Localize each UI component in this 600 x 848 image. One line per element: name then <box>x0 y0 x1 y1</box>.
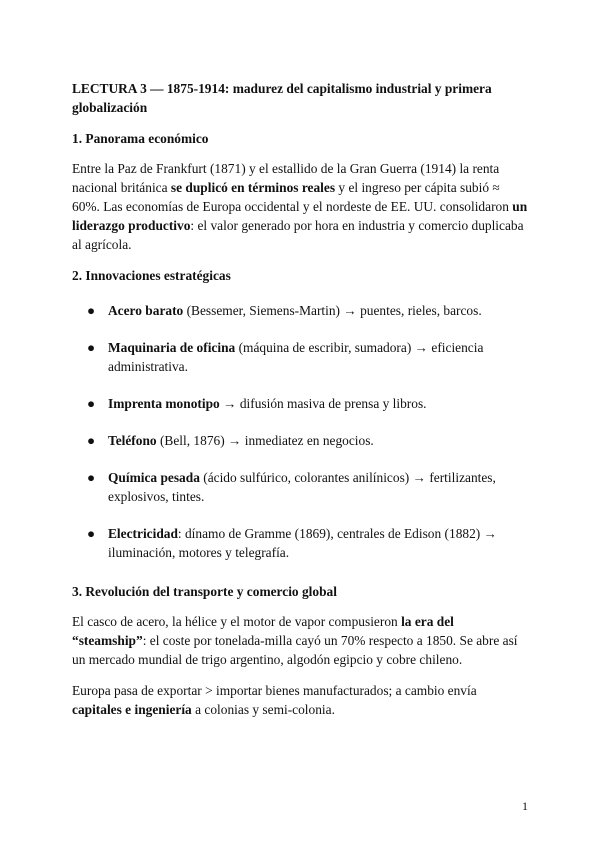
bold-run: Química pesada <box>108 470 200 485</box>
list-item <box>72 468 528 506</box>
bullet-icon: ● <box>87 340 96 355</box>
bullet-icon: ● <box>87 526 96 541</box>
text-run: a colonias y semi‑colonia. <box>191 702 335 717</box>
text-run: → difusión masiva de prensa y libros. <box>219 396 427 411</box>
text-run: Entre la Paz de Frankfurt (1871) y el estallido de la Gran Guerra (1914) la renta nacional británica <box>72 161 500 195</box>
text-run: (Bessemer, Siemens‑Martin) → puentes, rieles, barcos. <box>183 303 482 318</box>
text-run: y el ingreso per cápita subió ≈ 60%. Las economías de Europa occidental y el nordeste de EE. UU. consolidaron <box>72 180 513 214</box>
document-body <box>72 79 528 731</box>
text-run: El casco de acero, la hélice y el motor de vapor compusieron <box>72 614 402 629</box>
text-run: (Bell, 1876) → inmediatez en negocios. <box>156 433 374 448</box>
text-run: Europa pasa de exportar > importar bienes manufacturados; a cambio envía <box>72 683 477 698</box>
section-3-heading: 3. Revolución del transporte y comercio global <box>72 584 337 599</box>
list-item <box>72 301 528 320</box>
text-run: : el coste por tonelada‑milla cayó un 70% respecto a 1850. Se abre así un mercado mundial de trigo argentino, algodón egipcio y cobre chileno. <box>72 633 518 667</box>
bullet-icon: ● <box>87 433 96 448</box>
document-title: LECTURA 3 — 1875‑1914: madurez del capitalismo industrial y primera globalización <box>72 81 492 115</box>
page-number: 1 <box>522 799 528 813</box>
section-2-heading: 2. Innovaciones estratégicas <box>72 268 231 283</box>
bold-run: Maquinaria de oficina <box>108 340 236 355</box>
list-item <box>72 431 528 450</box>
innovations-list <box>72 301 528 562</box>
bold-run: capitales e ingeniería <box>72 702 192 717</box>
list-item <box>72 338 528 376</box>
section-1-paragraph <box>72 159 528 254</box>
section-1-heading: 1. Panorama económico <box>72 131 209 146</box>
text-run: (máquina de escribir, sumadora) → eficiencia administrativa. <box>108 340 484 374</box>
list-item <box>72 524 528 562</box>
bold-run: la era del “steamship” <box>72 614 454 648</box>
bold-run: Electricidad <box>108 526 178 541</box>
bold-run: se duplicó en términos reales <box>170 180 336 195</box>
section-3-paragraph-2 <box>72 681 528 719</box>
bold-run: un liderazgo productivo <box>72 199 528 233</box>
text-run: (ácido sulfúrico, colorantes anilínicos) → fertilizantes, explosivos, tintes. <box>108 470 496 504</box>
text-run: : el valor generado por hora en industria y comercio duplicaba al agrícola. <box>72 218 524 252</box>
section-3-paragraph-1 <box>72 612 528 669</box>
bold-run: Teléfono <box>108 433 157 448</box>
list-item <box>72 394 528 413</box>
bullet-icon: ● <box>87 396 96 411</box>
bold-run: Imprenta monotipo <box>108 396 220 411</box>
bullet-icon: ● <box>87 303 96 318</box>
bold-run: Acero barato <box>108 303 184 318</box>
text-run: : dínamo de Gramme (1869), centrales de Edison (1882) → iluminación, motores y telegrafía. <box>108 526 497 560</box>
bullet-icon: ● <box>87 470 96 485</box>
